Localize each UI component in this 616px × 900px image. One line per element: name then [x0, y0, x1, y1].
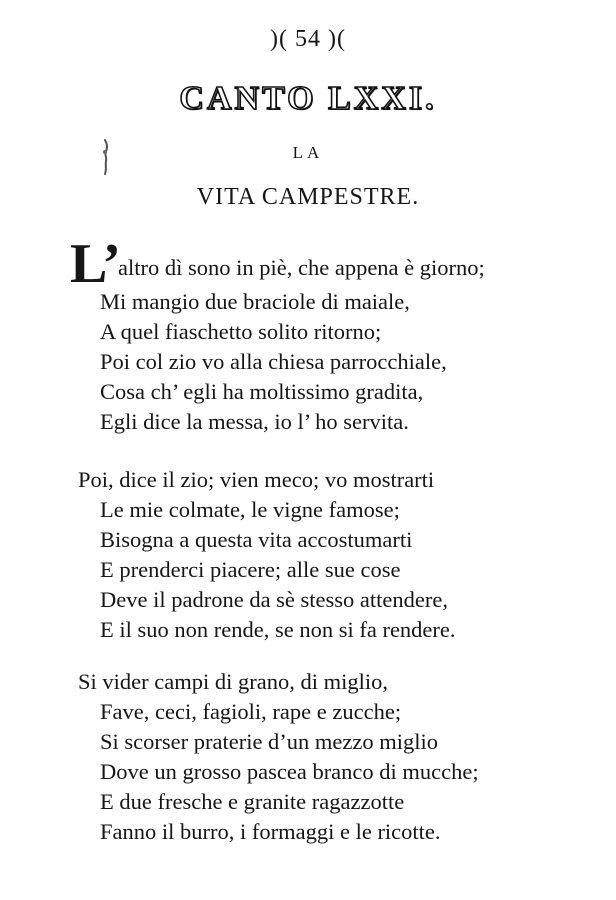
verse-line: altro dì sono in piè, che appena è giorno;: [118, 255, 485, 280]
verse-line: Poi col zio vo alla chiesa parrocchiale,: [100, 349, 447, 374]
verse-line: Le mie colmate, le vigne famose;: [100, 497, 400, 522]
verse-line: E il suo non rende, se non si fa rendere.: [100, 617, 456, 642]
verse-line: Dove un grosso pascea branco di mucche;: [100, 759, 479, 784]
verse-line: A quel fiaschetto solito ritorno;: [100, 319, 382, 344]
subtitle-article: LA: [292, 143, 324, 162]
verse-line: Egli dice la messa, io l’ ho servita.: [100, 409, 409, 434]
verse-line: Bisogna a questa vita accostumarti: [100, 527, 413, 552]
verse-line: Poi, dice il zio; vien meco; vo mostrarti: [78, 467, 435, 492]
drop-cap: L’: [70, 233, 121, 295]
verse-line: Fave, ceci, fagioli, rape e zucche;: [100, 699, 402, 724]
verse-line: Deve il padrone da sè stesso attendere,: [100, 587, 448, 612]
verse-line: Cosa ch’ egli ha moltissimo gradita,: [100, 379, 424, 404]
subtitle-main: VITA CAMPESTRE.: [196, 184, 420, 210]
verse-line: Si scorser praterie d’un mezzo miglio: [100, 729, 439, 754]
verse-line: E due fresche e granite ragazzotte: [100, 789, 405, 814]
verse-line: E prenderci piacere; alle sue cose: [100, 557, 401, 582]
canto-title: CANTO LXXI.: [179, 80, 437, 117]
page-number: )( 54 )(: [270, 26, 346, 52]
verse-line: Si vider campi di grano, di miglio,: [78, 669, 388, 694]
verse-line: Fanno il burro, i formaggi e le ricotte.: [100, 819, 441, 844]
verse-line: Mi mangio due braciole di maiale,: [100, 289, 410, 314]
